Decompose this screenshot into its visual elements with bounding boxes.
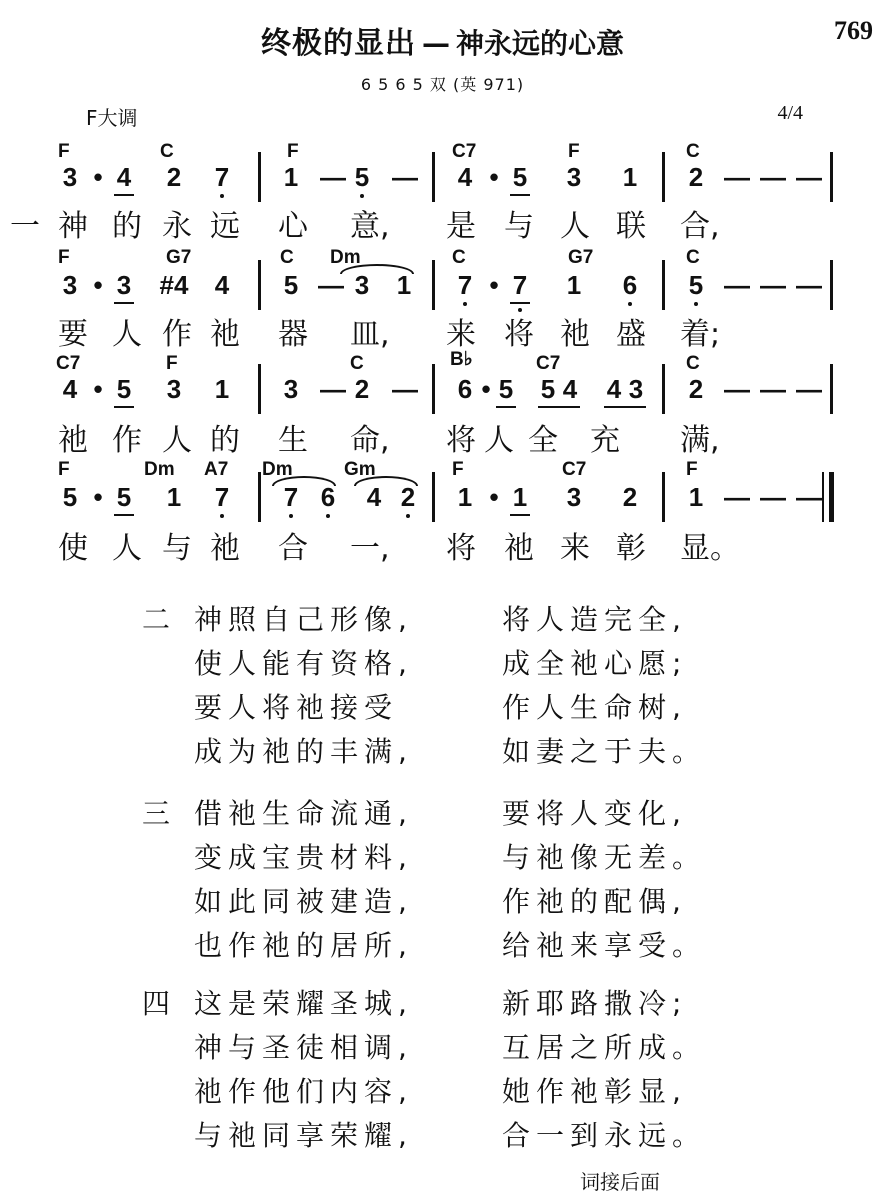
lyric: 心 — [278, 209, 308, 244]
verse-line-a: 如此同被建造, — [194, 885, 413, 918]
note: • — [489, 482, 499, 512]
lyric: 盛 — [616, 317, 646, 352]
note: — — [320, 162, 346, 192]
note: — — [724, 162, 750, 192]
barline — [432, 260, 435, 310]
note: 3 — [566, 482, 582, 512]
note: 3 — [354, 270, 370, 300]
chord: F — [58, 247, 70, 268]
note: 1 — [166, 482, 182, 512]
lyric: 意, — [350, 209, 390, 244]
note: 1 — [512, 482, 528, 512]
lyric: 生 — [278, 423, 308, 458]
lyric: 命, — [350, 423, 390, 458]
lyric: 皿, — [350, 317, 390, 352]
chord: Dm — [330, 247, 361, 268]
note: • — [489, 162, 499, 192]
lyric: 神 — [58, 209, 88, 244]
lyric: 的 — [210, 423, 240, 458]
verse-line-b: 要将人变化, — [502, 797, 687, 830]
chord: Dm — [144, 459, 175, 480]
note: 1 — [283, 162, 299, 192]
lyric: 满, — [680, 423, 720, 458]
note: — — [760, 270, 786, 300]
chord: C — [686, 353, 700, 374]
verse-line-b: 合一到永远。 — [502, 1119, 707, 1152]
low-dot — [694, 302, 698, 306]
note: 5 — [354, 162, 370, 192]
underline — [496, 406, 516, 408]
underline — [510, 194, 530, 196]
verse-line-b: 互居之所成。 — [502, 1031, 707, 1064]
note: • — [93, 162, 103, 192]
lyric: 与 — [504, 209, 534, 244]
chord: C — [686, 247, 700, 268]
chord: F — [287, 141, 299, 162]
low-dot — [289, 514, 293, 518]
lyric: 使 — [58, 531, 88, 566]
note: 1 — [566, 270, 582, 300]
note: 7 — [214, 482, 230, 512]
hymn-title — [0, 18, 885, 62]
verse-line-a: 要人将祂接受 — [194, 691, 399, 724]
note: 2 — [688, 374, 704, 404]
note: — — [724, 482, 750, 512]
lyric: 祂 — [560, 317, 590, 352]
barline — [830, 152, 833, 202]
verse-line-a: 神与圣徒相调, — [194, 1031, 413, 1064]
chord: A7 — [204, 459, 229, 480]
note: — — [760, 482, 786, 512]
chord: Gm — [344, 459, 376, 480]
note: • — [481, 374, 491, 404]
note: 3 — [283, 374, 299, 404]
lyric: 祂 — [210, 531, 240, 566]
lyric: 人 — [162, 423, 192, 458]
barline — [432, 152, 435, 202]
verse-line-b: 成全祂心愿; — [502, 647, 688, 680]
chord: C — [452, 247, 466, 268]
verse-line-b: 作人生命树, — [502, 691, 687, 724]
note: — — [392, 162, 418, 192]
verse-line-a: 这是荣耀圣城, — [194, 987, 413, 1020]
verse-line-b: 将人造完全, — [502, 603, 687, 636]
title-separator: — — [421, 27, 450, 60]
lyric: 远 — [210, 209, 240, 244]
note: 4 — [457, 162, 473, 192]
note: 2 — [622, 482, 638, 512]
lyric: 将 — [504, 317, 534, 352]
low-dot — [220, 194, 224, 198]
lyric: 来 — [446, 317, 476, 352]
barline — [258, 260, 261, 310]
verse-line-b: 与祂像无差。 — [502, 841, 707, 874]
note: 7 — [214, 162, 230, 192]
chord: C7 — [562, 459, 587, 480]
lyric: 一 — [10, 209, 40, 244]
lyric: 合 — [278, 531, 308, 566]
chord: F — [568, 141, 580, 162]
lyric: 着; — [680, 317, 721, 352]
lyric: 将 — [446, 423, 476, 458]
underline — [604, 406, 646, 408]
note: 7 — [457, 270, 473, 300]
low-dot — [360, 194, 364, 198]
note: 6 — [622, 270, 638, 300]
note: 1 — [457, 482, 473, 512]
note: 4 — [606, 374, 622, 404]
lyric: 人 — [112, 317, 142, 352]
low-dot — [406, 514, 410, 518]
lyric: 祂 — [58, 423, 88, 458]
lyric: 人 — [484, 423, 514, 458]
note: 5 — [498, 374, 514, 404]
chord: F — [452, 459, 464, 480]
chord: F — [166, 353, 178, 374]
note: 3 — [116, 270, 132, 300]
lyric: 要 — [58, 317, 88, 352]
underline — [114, 194, 134, 196]
barline — [662, 472, 665, 522]
verse-line-a: 使人能有资格, — [194, 647, 413, 680]
note: 2 — [688, 162, 704, 192]
chord: C7 — [536, 353, 561, 374]
title-subtitle: 神永远的心意 — [455, 27, 624, 60]
continuation-note: 词接后面 — [580, 1170, 660, 1194]
barline — [662, 364, 665, 414]
note: 3 — [62, 162, 78, 192]
score-row-3 — [0, 349, 885, 458]
chord: C — [350, 353, 364, 374]
lyric: 祂 — [210, 317, 240, 352]
note: 5 — [116, 374, 132, 404]
lyric: 全 — [528, 423, 558, 458]
chord: C — [160, 141, 174, 162]
lyric: 人 — [112, 531, 142, 566]
verse-line-a: 借祂生命流通, — [194, 797, 413, 830]
underline — [538, 406, 580, 408]
underline — [510, 514, 530, 516]
chord: F — [58, 141, 70, 162]
barline — [432, 364, 435, 414]
barline — [258, 364, 261, 414]
note: • — [489, 270, 499, 300]
verse-line-a: 也作祂的居所, — [194, 929, 413, 962]
note: 5 — [540, 374, 556, 404]
note: — — [796, 270, 822, 300]
lyric: 祂 — [504, 531, 534, 566]
note: 1 — [396, 270, 412, 300]
note: — — [796, 162, 822, 192]
note: 4 — [62, 374, 78, 404]
note: — — [760, 374, 786, 404]
lyric: 与 — [162, 531, 192, 566]
note: 1 — [214, 374, 230, 404]
note: 6 — [457, 374, 473, 404]
note: — — [392, 374, 418, 404]
verse-line-a: 变成宝贵材料, — [194, 841, 413, 874]
verse-line-b: 如妻之于夫。 — [502, 735, 707, 768]
note: 3 — [62, 270, 78, 300]
chord: C7 — [56, 353, 81, 374]
barline — [662, 260, 665, 310]
low-dot — [220, 514, 224, 518]
lyric: 永 — [162, 209, 192, 244]
note: 3 — [166, 374, 182, 404]
note: — — [724, 270, 750, 300]
low-dot — [463, 302, 467, 306]
verse-line-b: 给祂来享受。 — [502, 929, 707, 962]
chord: C — [280, 247, 294, 268]
note: 5 — [62, 482, 78, 512]
score-row-4 — [0, 456, 885, 566]
note: 3 — [566, 162, 582, 192]
final-barline-thin — [822, 472, 824, 522]
note: • — [93, 482, 103, 512]
note: 7 — [512, 270, 528, 300]
note: 5 — [283, 270, 299, 300]
verse-line-b: 作祂的配偶, — [502, 885, 687, 918]
verse-line-b: 她作祂彰显, — [502, 1075, 687, 1108]
note: — — [724, 374, 750, 404]
note: — — [320, 374, 346, 404]
title-main: 终极的显出 — [260, 26, 416, 61]
note: 5 — [512, 162, 528, 192]
stanza-number: 三 — [142, 797, 171, 830]
verse-line-a: 神照自己形像, — [194, 603, 413, 636]
chord: G7 — [166, 247, 192, 268]
note: 2 — [354, 374, 370, 404]
note: 3 — [628, 374, 644, 404]
lyric: 的 — [112, 209, 142, 244]
verse-line-a: 祂作他们内容, — [194, 1075, 413, 1108]
chord: F — [58, 459, 70, 480]
lyric: 是 — [446, 209, 476, 244]
note: — — [796, 374, 822, 404]
chord: G7 — [568, 247, 594, 268]
note: — — [760, 162, 786, 192]
underline — [114, 514, 134, 516]
note: 6 — [320, 482, 336, 512]
note: 5 — [116, 482, 132, 512]
time-signature: 4/4 — [777, 102, 803, 124]
note: #4 — [159, 270, 189, 300]
note: 2 — [166, 162, 182, 192]
lyric: 联 — [616, 209, 646, 244]
lyric: 作 — [112, 423, 142, 458]
lyric: 将 — [446, 531, 476, 566]
key-signature: F大调 — [86, 106, 138, 130]
chord: B♭ — [450, 349, 473, 370]
low-dot — [518, 308, 522, 312]
chord: C7 — [452, 141, 477, 162]
lyric: 合, — [680, 209, 720, 244]
barline — [258, 152, 261, 202]
note: 1 — [688, 482, 704, 512]
barline — [258, 472, 261, 522]
lyric: 人 — [560, 209, 590, 244]
stanza-number: 四 — [142, 987, 171, 1020]
lyric: 充 — [590, 423, 620, 458]
underline — [114, 406, 134, 408]
note: 4 — [366, 482, 382, 512]
note: 2 — [400, 482, 416, 512]
barline — [662, 152, 665, 202]
lyric: 一, — [350, 531, 390, 566]
note: • — [93, 270, 103, 300]
barline — [432, 472, 435, 522]
low-dot — [326, 514, 330, 518]
stanza-number: 二 — [142, 603, 171, 636]
lyric: 彰 — [616, 531, 646, 566]
hymn-number: 769 — [834, 16, 873, 45]
score-row-1 — [0, 138, 885, 244]
verse-line-b: 新耶路撒冷; — [502, 987, 688, 1020]
underline — [114, 302, 134, 304]
final-barline-thick — [829, 472, 834, 522]
note: 4 — [116, 162, 132, 192]
barline — [830, 260, 833, 310]
lyric: 作 — [162, 317, 192, 352]
note: 4 — [562, 374, 578, 404]
note: — — [796, 482, 822, 512]
lyric: 来 — [560, 531, 590, 566]
note: 1 — [622, 162, 638, 192]
verse-line-a: 成为祂的丰满, — [194, 735, 413, 768]
lyric: 器 — [278, 317, 308, 352]
note: 4 — [214, 270, 230, 300]
score-row-2 — [0, 246, 885, 352]
barline — [830, 364, 833, 414]
chord: C — [686, 141, 700, 162]
verse-line-a: 与祂同享荣耀, — [194, 1119, 413, 1152]
low-dot — [628, 302, 632, 306]
note: — — [318, 270, 344, 300]
chord: Dm — [262, 459, 293, 480]
note: 7 — [283, 482, 299, 512]
meter-line: 6 5 6 5 双 (英 971) — [360, 75, 525, 94]
chord: F — [686, 459, 698, 480]
note: 5 — [688, 270, 704, 300]
lyric: 显。 — [680, 531, 740, 566]
note: • — [93, 374, 103, 404]
underline — [510, 302, 530, 304]
